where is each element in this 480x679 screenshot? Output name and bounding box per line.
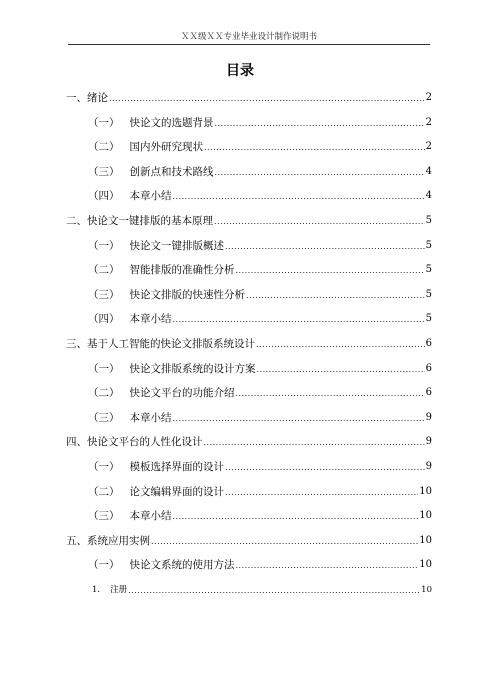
toc-dot-leader [151, 536, 418, 548]
toc-entry-number: （一） [88, 559, 120, 572]
toc-dot-leader [225, 462, 425, 474]
toc-dot-leader [246, 290, 425, 302]
toc-entry-number: （三） [88, 411, 120, 424]
toc-entry-page: 4 [425, 165, 432, 177]
toc-entry-page: 2 [425, 141, 432, 153]
toc-entry-title: 快论文系统的使用方法 [129, 559, 235, 572]
toc-entry[interactable] [88, 460, 432, 474]
toc-entry[interactable] [88, 263, 432, 277]
toc-dot-leader [236, 265, 425, 277]
toc-entry-title: 注册 [110, 585, 128, 595]
toc-entry[interactable] [88, 116, 432, 130]
toc-dot-leader [173, 511, 419, 523]
toc-entry-page: 10 [419, 485, 432, 497]
toc-entry-page: 5 [425, 288, 432, 300]
toc-entry-number: （一） [88, 239, 120, 252]
toc-entry-page: 10 [419, 534, 432, 546]
toc-dot-leader [236, 388, 425, 400]
toc-entry[interactable] [88, 362, 432, 376]
toc-entry-title: 智能排版的准确性分析 [129, 264, 235, 277]
toc-entry-page: 4 [425, 190, 432, 202]
toc-entry-title: 快论文排版的快速性分析 [129, 288, 245, 301]
toc-entry-title: 本章小结 [129, 190, 172, 203]
toc-dot-leader [109, 93, 425, 105]
toc-entry[interactable] [88, 509, 432, 523]
toc-entry-page: 6 [425, 338, 432, 349]
toc-entry-title: 快论文一键排版的基本原理 [87, 215, 213, 227]
toc-entry[interactable] [88, 558, 432, 572]
toc-entry[interactable] [88, 411, 432, 425]
toc-entry-title: 基于人工智能的快论文排版系统设计 [87, 338, 255, 350]
toc-entry-number: （一） [88, 461, 120, 473]
toc-entry-page: 10 [421, 585, 432, 595]
toc-entry-number: 二、 [66, 215, 87, 227]
toc-entry-number: 五、 [66, 534, 87, 547]
toc-entry[interactable] [66, 337, 432, 351]
toc-entry[interactable] [66, 534, 432, 548]
toc-dot-leader [256, 339, 425, 351]
toc-entry-number: （二） [88, 485, 120, 498]
toc-entry[interactable] [88, 288, 432, 302]
toc-entry-title: 快论文平台的功能介绍 [129, 387, 235, 400]
toc-entry[interactable] [92, 583, 432, 597]
toc-entry-number: 一、 [66, 92, 87, 104]
toc-entry-title: 论文编辑界面的设计 [129, 485, 224, 498]
toc-dot-leader [204, 437, 425, 449]
toc-entry-page: 5 [425, 215, 432, 226]
toc-entry-page: 6 [425, 362, 432, 374]
toc-entry-title: 快论文排版系统的设计方案 [129, 362, 256, 375]
toc-entry-number: （二） [88, 387, 120, 400]
toc-dot-leader [173, 314, 425, 326]
toc-entry-title: 国内外研究现状 [129, 141, 203, 154]
toc-dot-leader [204, 142, 425, 154]
toc-entry-number: （三） [88, 165, 120, 178]
toc-entry-title: 模板选择界面的设计 [129, 461, 224, 473]
toc-entry-title: 快论文平台的人性化设计 [87, 436, 203, 449]
toc-entry[interactable] [88, 189, 432, 203]
toc-entry-number: 四、 [66, 436, 87, 449]
toc-entry-number: （一） [88, 116, 120, 129]
toc-title: 目录 [226, 63, 254, 79]
toc-entry[interactable] [88, 140, 432, 154]
toc-entry-title: 绪论 [87, 92, 108, 104]
toc-entry-number: 三、 [66, 338, 87, 350]
toc-entry-title: 快论文的选题背景 [129, 116, 214, 129]
toc-entry[interactable] [66, 435, 432, 449]
toc-entry-number: （二） [88, 264, 120, 277]
toc-entry-page: 10 [419, 559, 432, 571]
toc-dot-leader [225, 487, 418, 499]
toc-entry-title: 创新点和技术路线 [129, 165, 214, 178]
toc-entry-page: 6 [425, 387, 432, 399]
toc-dot-leader [236, 560, 419, 572]
toc-entry-page: 5 [425, 239, 432, 251]
toc-entry-number: （一） [88, 362, 120, 375]
toc-dot-leader [215, 167, 425, 179]
toc-dot-leader [173, 413, 425, 425]
toc-dot-leader [215, 118, 425, 130]
toc-entry[interactable] [66, 91, 432, 105]
toc-entry-number: （二） [88, 141, 120, 154]
toc-entry-page: 2 [425, 92, 432, 103]
toc-dot-leader [257, 364, 425, 376]
toc-entry-title: 本章小结 [129, 411, 172, 424]
toc-entry-page: 2 [425, 116, 432, 128]
toc-entry-number: 1. [92, 585, 101, 595]
toc-entry-number: （三） [88, 510, 120, 523]
toc-entry-page: 9 [425, 461, 432, 472]
toc-entry-page: 10 [419, 510, 432, 522]
toc-entry[interactable] [88, 485, 432, 499]
toc-dot-leader [128, 585, 420, 597]
toc-entry-title: 本章小结 [129, 313, 172, 326]
toc-entry-page: 9 [425, 411, 432, 423]
toc-entry-number: （四） [88, 313, 120, 326]
toc-entry-page: 9 [425, 436, 432, 448]
toc-entry-number: （三） [88, 288, 120, 301]
toc-entry[interactable] [88, 312, 432, 326]
toc-entry-page: 5 [425, 313, 432, 325]
toc-entry-title: 快论文一键排版概述 [129, 239, 224, 252]
toc-dot-leader [173, 191, 425, 203]
toc-entry[interactable] [88, 386, 432, 400]
toc-entry[interactable] [66, 214, 432, 228]
toc-entry-page: 5 [425, 264, 432, 276]
toc-entry[interactable] [88, 165, 432, 179]
toc-entry-number: （四） [88, 190, 120, 203]
toc-dot-leader [214, 216, 425, 228]
toc-dot-leader [225, 241, 425, 253]
page-header: ＸＸ级ＸＸ专业毕业设计制作说明书 [180, 32, 317, 42]
toc-entry[interactable] [88, 239, 432, 253]
toc-entry-title: 系统应用实例 [87, 534, 150, 547]
toc-entry-title: 本章小结 [129, 510, 172, 523]
header-rule [68, 44, 430, 45]
